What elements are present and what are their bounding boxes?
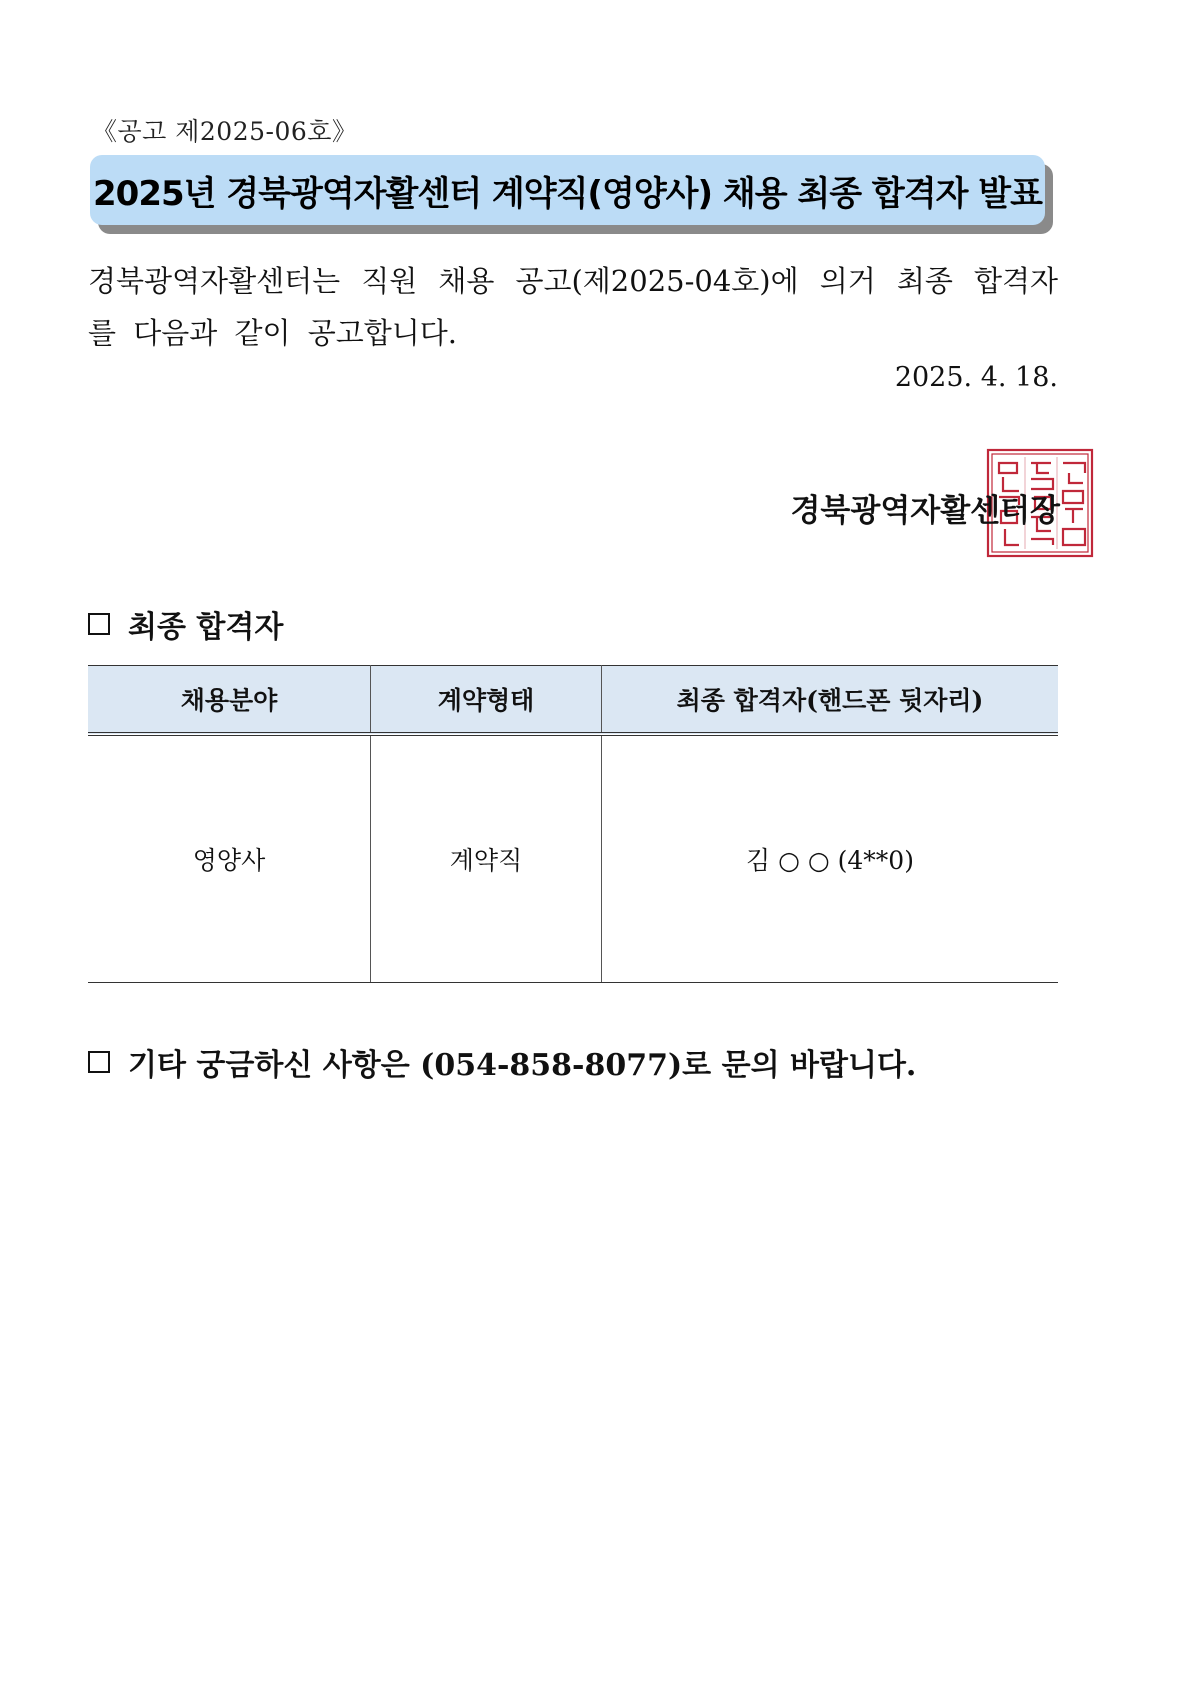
column-header: 계약형태 bbox=[371, 666, 602, 735]
table-cell-field: 영양사 bbox=[88, 734, 371, 983]
notice-number: 《공고 제2025-06호》 bbox=[92, 117, 358, 146]
intro-paragraph: 경북광역자활센터는 직원 채용 공고(제2025-04호)에 의거 최종 합격자를 다음과 같이 공고합니다. bbox=[88, 264, 1058, 350]
section-contact bbox=[88, 1040, 916, 1084]
table-cell-finalist: 김 ○ ○ (4**0) bbox=[602, 734, 1059, 983]
section-heading: 최종 합격자 bbox=[128, 610, 284, 645]
issuer-name: 경북광역자활센터장 bbox=[790, 493, 1060, 529]
table-row bbox=[88, 734, 1058, 983]
document-title: 2025년 경북광역자활센터 계약직(영양사) 채용 최종 합격자 발표 bbox=[93, 173, 1042, 214]
table-cell-contract-type: 계약직 bbox=[371, 734, 602, 983]
title-banner bbox=[90, 155, 1045, 225]
checkbox-square-icon bbox=[88, 613, 110, 635]
results-table bbox=[88, 665, 1058, 983]
checkbox-square-icon bbox=[88, 1051, 110, 1073]
section-final-results bbox=[88, 602, 283, 646]
column-header: 채용분야 bbox=[88, 666, 371, 735]
contact-text: 기타 궁금하신 사항은 (054-858-8077)로 문의 바랍니다. bbox=[128, 1048, 917, 1083]
table-header-row bbox=[88, 666, 1058, 735]
announcement-date: 2025. 4. 18. bbox=[894, 362, 1058, 393]
column-header: 최종 합격자(핸드폰 뒷자리) bbox=[602, 666, 1059, 735]
